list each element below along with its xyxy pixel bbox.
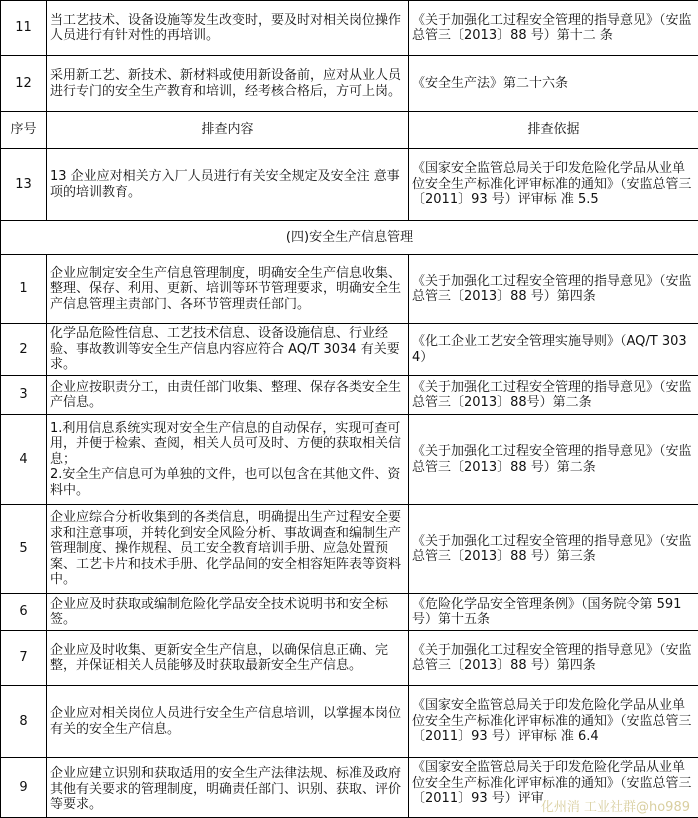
- check-basis: 《危险化学品安全管理条例》（国务院令第 591 号）第十五条: [409, 594, 698, 631]
- check-basis: 《关于加强化工过程安全管理的指导意见》（安监总管三〔2013〕88 号）第十二 条: [409, 1, 698, 56]
- table-row: [1, 415, 698, 505]
- table-row: [1, 324, 698, 376]
- table-row: [1, 149, 698, 221]
- watermark: 化州消 工业社群@ho989: [541, 796, 690, 815]
- header-number: 序号: [1, 112, 47, 149]
- check-basis: 《关于加强化工过程安全管理的指导意见》（安监总管三〔2013〕88号）第二条: [409, 376, 698, 415]
- table-row: [1, 631, 698, 686]
- row-number: 5: [1, 505, 47, 594]
- check-basis: 《国家安全监管总局关于印发危险化学品从业单位安全生产标准化评审标准的通知》（安监总管三〔2011〕93 号）评审标 准 6.4: [409, 686, 698, 758]
- check-basis: 《关于加强化工过程安全管理的指导意见》（安监总管三〔2013〕88 号）第四条: [409, 631, 698, 686]
- row-number: 2: [1, 324, 47, 376]
- check-content: 企业应建立识别和获取适用的安全生产法律法规、标准及政府其他有关要求的管理制度，明确责任部门、识别、获取、评价等要求。: [47, 758, 409, 818]
- row-number: 7: [1, 631, 47, 686]
- table-row: [1, 1, 698, 56]
- check-basis: 《关于加强化工过程安全管理的指导意见》（安监总管三〔2013〕88 号）第二条: [409, 415, 698, 505]
- check-content: 化学品危险性信息、工艺技术信息、设备设施信息、行业经验、事故教训等安全生产信息内容应符合 AQ/T 3034 有关要求。: [47, 324, 409, 376]
- header-content: 排查内容: [47, 112, 409, 149]
- table-row: [1, 255, 698, 324]
- table-row: [1, 686, 698, 758]
- check-content: 企业应制定安全生产信息管理制度，明确安全生产信息收集、整理、保存、利用、更新、培训等环节管理要求，明确安全生产信息管理主责部门、各环节管理责任部门。: [47, 255, 409, 324]
- check-content: 企业应综合分析收集到的各类信息，明确提出生产过程安全要求和注意事项，并转化到安全风险分析、事故调查和编制生产管理制度、操作规程、员工安全教育培训手册、应急处置预案、工艺卡片和技术手册、化学品间的安全相容矩阵表等资料中。: [47, 505, 409, 594]
- check-basis: 《国家安全监管总局关于印发危险化学品从业单位安全生产标准化评审标准的通知》（安监总管三〔2011〕93 号）评审标 准 5.5: [409, 149, 698, 221]
- section-row: [1, 221, 698, 255]
- row-number: 13: [1, 149, 47, 221]
- check-basis: 《关于加强化工过程安全管理的指导意见》（安监总管三〔2013〕88 号）第三条: [409, 505, 698, 594]
- check-basis: 《化工企业工艺安全管理实施导则》（AQ/T 3034）: [409, 324, 698, 376]
- row-number: 12: [1, 56, 47, 112]
- row-number: 9: [1, 758, 47, 818]
- check-content: 企业应及时获取或编制危险化学品安全技术说明书和安全标签。: [47, 594, 409, 631]
- check-content: 企业应及时收集、更新安全生产信息，以确保信息正确、完整，并保证相关人员能够及时获取最新安全生产信息。: [47, 631, 409, 686]
- section-title: (四)安全生产信息管理: [1, 221, 698, 255]
- check-content: 13 企业应对相关方入厂人员进行有关安全规定及安全注 意事项的培训教育。: [47, 149, 409, 221]
- check-content: 企业应对相关岗位人员进行安全生产信息培训，以掌握本岗位有关的安全生产信息。: [47, 686, 409, 758]
- table-row: [1, 56, 698, 112]
- check-basis: 《关于加强化工过程安全管理的指导意见》（安监总管三〔2013〕88 号）第四条: [409, 255, 698, 324]
- table-row: [1, 594, 698, 631]
- check-content: 1.利用信息系统实现对安全生产信息的自动保存，实现可查可用，并便于检索、查阅，相关人员可及时、方便的获取相关信息； 2.安全生产信息可为单独的文件，也可以包含在其他文件、资料中。: [47, 415, 409, 505]
- row-number: 4: [1, 415, 47, 505]
- row-number: 3: [1, 376, 47, 415]
- check-content: 企业应按职责分工，由责任部门收集、整理、保存各类安全生产信息。: [47, 376, 409, 415]
- check-basis: 《安全生产法》第二十六条: [409, 56, 698, 112]
- table-row: [1, 376, 698, 415]
- check-content: 当工艺技术、设备设施等发生改变时，要及时对相关岗位操作人员进行有针对性的再培训。: [47, 1, 409, 56]
- check-content: 采用新工艺、新技术、新材料或使用新设备前，应对从业人员进行专门的安全生产教育和培训，经考核合格后，方可上岗。: [47, 56, 409, 112]
- row-number: 11: [1, 1, 47, 56]
- check-basis: 《国家安全监管总局关于印发危险化学品从业单位安全生产标准化评审标准的通知》（安监总管三〔2011〕93 号）评审: [409, 758, 698, 818]
- row-number: 6: [1, 594, 47, 631]
- table-row: [1, 505, 698, 594]
- header-basis: 排查依据: [409, 112, 698, 149]
- row-number: 8: [1, 686, 47, 758]
- header-row: [1, 112, 698, 149]
- row-number: 1: [1, 255, 47, 324]
